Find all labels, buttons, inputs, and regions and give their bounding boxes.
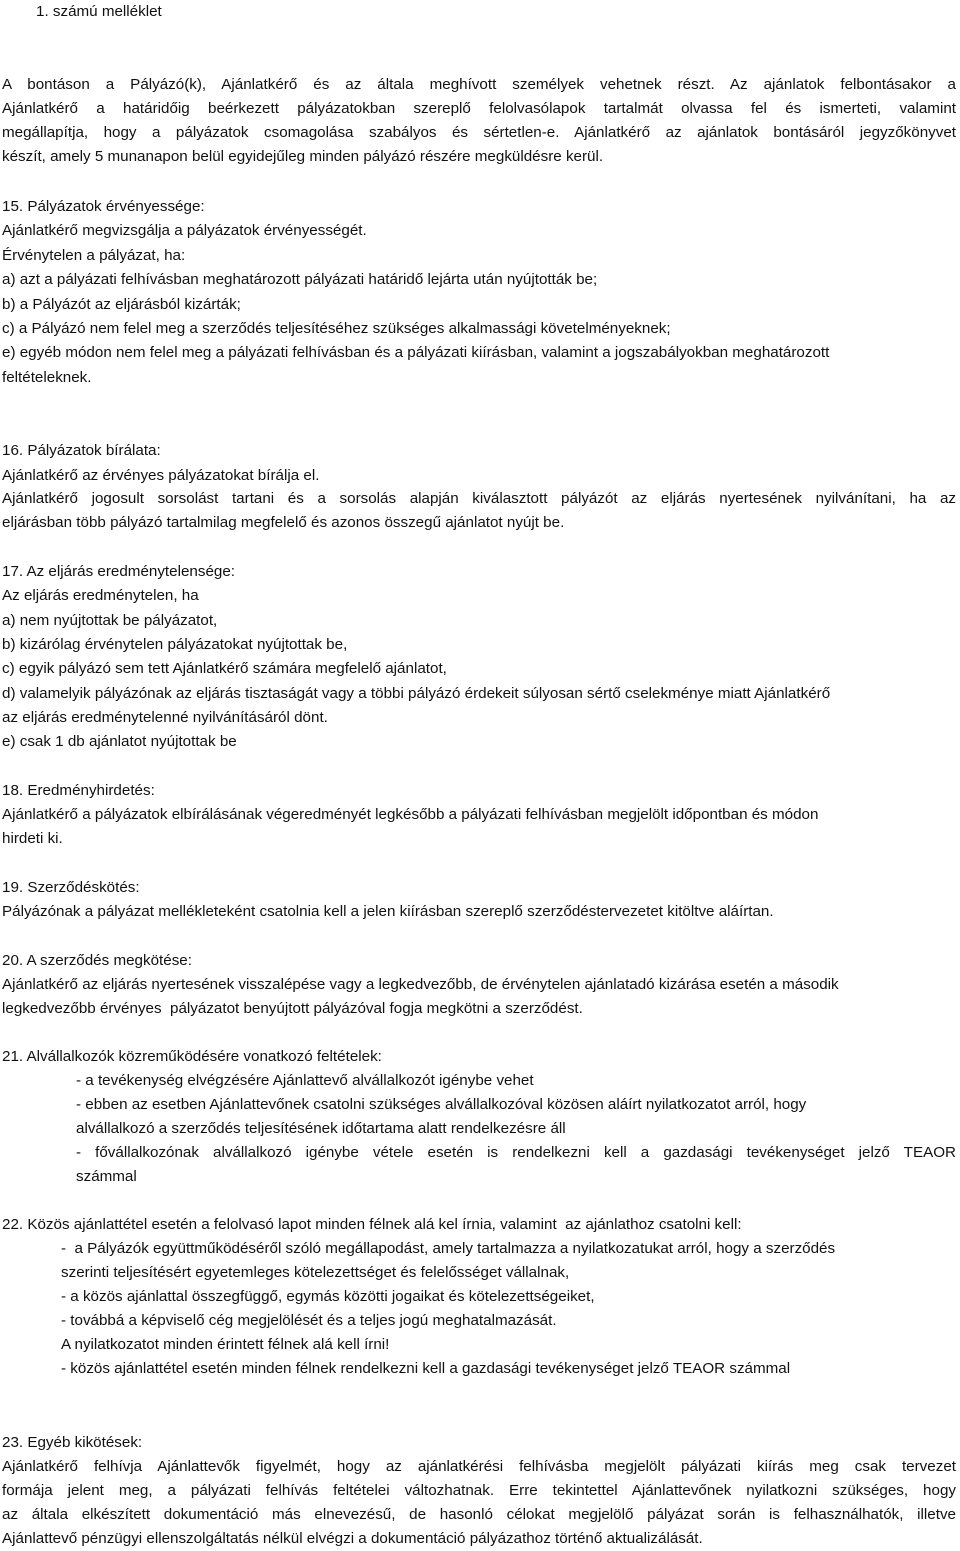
- section-17-item-d-cont: az eljárás eredménytelenné nyilvánításáról dönt.: [2, 709, 328, 726]
- section-23-line: az általa elkészített dokumentáció más elnevezésű, de hasonló célokat megjelölő pályázat során is felhasználhatók, illetve: [2, 1506, 956, 1523]
- section-19-heading: 19. Szerződéskötés:: [2, 879, 140, 896]
- intro-line-4: készít, amely 5 munanapon belül egyidejűleg minden pályázó részére megküldésre kerül.: [2, 148, 604, 165]
- section-20-heading: 20. A szerződés megkötése:: [2, 952, 192, 969]
- section-18-heading: 18. Eredményhirdetés:: [2, 782, 155, 799]
- section-22-bullet: - közös ajánlattétel esetén minden félnek rendelkezni kell a gazdasági tevékenységet jelző TEAOR számmal: [61, 1360, 791, 1377]
- section-15-item-c: c) a Pályázó nem felel meg a szerződés teljesítéséhez szükséges alkalmassági követelményeknek;: [2, 320, 671, 337]
- section-21-bullet-cont: alvállalkozó a szerződés teljesítésének időtartama alatt rendelkezésre áll: [76, 1120, 566, 1137]
- section-23-line: Ajánlattevő pénzügyi ellenszolgáltatás nélkül elvégzi a dokumentáció pályázathoz történő aktualizálását.: [2, 1530, 703, 1547]
- intro-line-3: megállapítja, hogy a pályázatok csomagolása szabályos és sértetlen-e. Ajánlatkérő az ajánlatok bontásáról jegyzőkönyvet: [2, 124, 956, 141]
- section-15-item-e: e) egyéb módon nem felel meg a pályázati felhívásban és a pályázati kiírásban, valamint a jogszabályokban meghatározott: [2, 344, 830, 361]
- section-15-line: Érvénytelen a pályázat, ha:: [2, 247, 186, 264]
- intro-line-2: Ajánlatkérő a határidőig beérkezett pályázatokban szereplő felolvasólapok tartalmát olvassa fel és ismerteti, valamint: [2, 100, 956, 117]
- section-15-item-e-cont: feltételeknek.: [2, 369, 92, 386]
- section-23-line: formája jelent meg, a pályázati felhívás feltételei változhatnak. Erre tekintettel Ajánlattevőnek nyilatkozni szükséges, hogy: [2, 1482, 956, 1499]
- section-16-line: eljárásban több pályázó tartalmilag megfelelő és azonos összegű ajánlatot nyújt be.: [2, 514, 565, 531]
- section-17-line: Az eljárás eredménytelen, ha: [2, 587, 199, 604]
- section-22-bullet: - továbbá a képviselő cég megjelölését és a teljes jogú meghatalmazását.: [61, 1312, 557, 1329]
- section-20-line: Ajánlatkérő az eljárás nyertesének visszalépése vagy a legkedvezőbb, de érvénytelen ajánlatadó kizárása esetén a második: [2, 976, 839, 993]
- section-21-bullet: - ebben az esetben Ajánlattevőnek csatolni szükséges alvállalkozóval közösen aláírt nyilatkozatot arról, hogy: [76, 1096, 807, 1113]
- section-17-item-a: a) nem nyújtottak be pályázatot,: [2, 612, 218, 629]
- section-22-bullet-cont: szerinti teljesítésért egyetemleges kötelezettséget és felelősséget vállalnak,: [61, 1264, 570, 1281]
- section-17-heading: 17. Az eljárás eredménytelensége:: [2, 563, 236, 580]
- section-17-item-c: c) egyik pályázó sem tett Ajánlatkérő számára megfelelő ajánlatot,: [2, 660, 447, 677]
- section-23-line: Ajánlatkérő felhívja Ajánlattevők figyelmét, hogy az ajánlatkérési felhívásba megjelölt pályázati kiírás meg csak tervezet: [2, 1458, 956, 1475]
- section-22-bullet: - a Pályázók együttműködéséről szóló megállapodást, amely tartalmazza a nyilatkozatukat arról, hogy a szerződés: [61, 1240, 836, 1257]
- section-16-line: Ajánlatkérő az érvényes pályázatokat bírálja el.: [2, 467, 320, 484]
- section-17-item-b: b) kizárólag érvénytelen pályázatokat nyújtottak be,: [2, 636, 348, 653]
- section-22-line: A nyilatkozatot minden érintett félnek alá kell írni!: [61, 1336, 390, 1353]
- section-22-bullet: - a közös ajánlattal összegfüggő, egymás közötti jogaikat és kötelezettségeiket,: [61, 1288, 595, 1305]
- annex-label: 1. számú melléklet: [36, 3, 162, 20]
- section-21-bullet-cont: számmal: [76, 1168, 137, 1185]
- section-20-line: legkedvezőbb érvényes pályázatot benyújtott pályázóval fogja megkötni a szerződést.: [2, 1000, 583, 1017]
- section-16-line: Ajánlatkérő jogosult sorsolást tartani és a sorsolás alapján kiválasztott pályázót az eljárás nyertesének nyilvánítani, ha az: [2, 490, 956, 507]
- section-21-bullet: - a tevékenység elvégzésére Ajánlattevő alvállalkozót igénybe vehet: [76, 1072, 534, 1089]
- section-19-line: Pályázónak a pályázat mellékleteként csatolnia kell a jelen kiírásban szereplő szerződéstervezetet kitöltve aláírtan.: [2, 903, 774, 920]
- section-18-line: Ajánlatkérő a pályázatok elbírálásának végeredményét legkésőbb a pályázati felhívásban megjelölt időpontban és módon: [2, 806, 819, 823]
- section-18-line: hirdeti ki.: [2, 830, 63, 847]
- section-16-heading: 16. Pályázatok bírálata:: [2, 442, 161, 459]
- section-15-heading: 15. Pályázatok érvényessége:: [2, 198, 205, 215]
- section-22-heading: 22. Közös ajánlattétel esetén a felolvasó lapot minden félnek alá kel írnia, valamint az ajánlathoz csatolni kell:: [2, 1216, 742, 1233]
- section-15-line: Ajánlatkérő megvizsgálja a pályázatok érvényességét.: [2, 222, 367, 239]
- section-15-item-b: b) a Pályázót az eljárásból kizárták;: [2, 296, 241, 313]
- section-15-item-a: a) azt a pályázati felhívásban meghatározott pályázati határidő lejárta után nyújtották be;: [2, 271, 598, 288]
- section-21-heading: 21. Alvállalkozók közreműködésére vonatkozó feltételek:: [2, 1048, 382, 1065]
- section-23-heading: 23. Egyéb kikötések:: [2, 1434, 143, 1451]
- section-21-bullet: - fővállalkozónak alvállalkozó igénybe vétele esetén is rendelkezni kell a gazdasági tevékenységet jelző TEAOR: [76, 1144, 956, 1161]
- section-17-item-d: d) valamelyik pályázónak az eljárás tisztaságát vagy a többi pályázó érdekeit súlyosan sértő cselekménye miatt Ajánlatkérő: [2, 685, 831, 702]
- section-17-item-e: e) csak 1 db ajánlatot nyújtottak be: [2, 733, 237, 750]
- intro-line-1: A bontáson a Pályázó(k), Ajánlatkérő és az általa meghívott személyek vehetnek részt. Az ajánlatok felbontásakor a: [2, 76, 956, 93]
